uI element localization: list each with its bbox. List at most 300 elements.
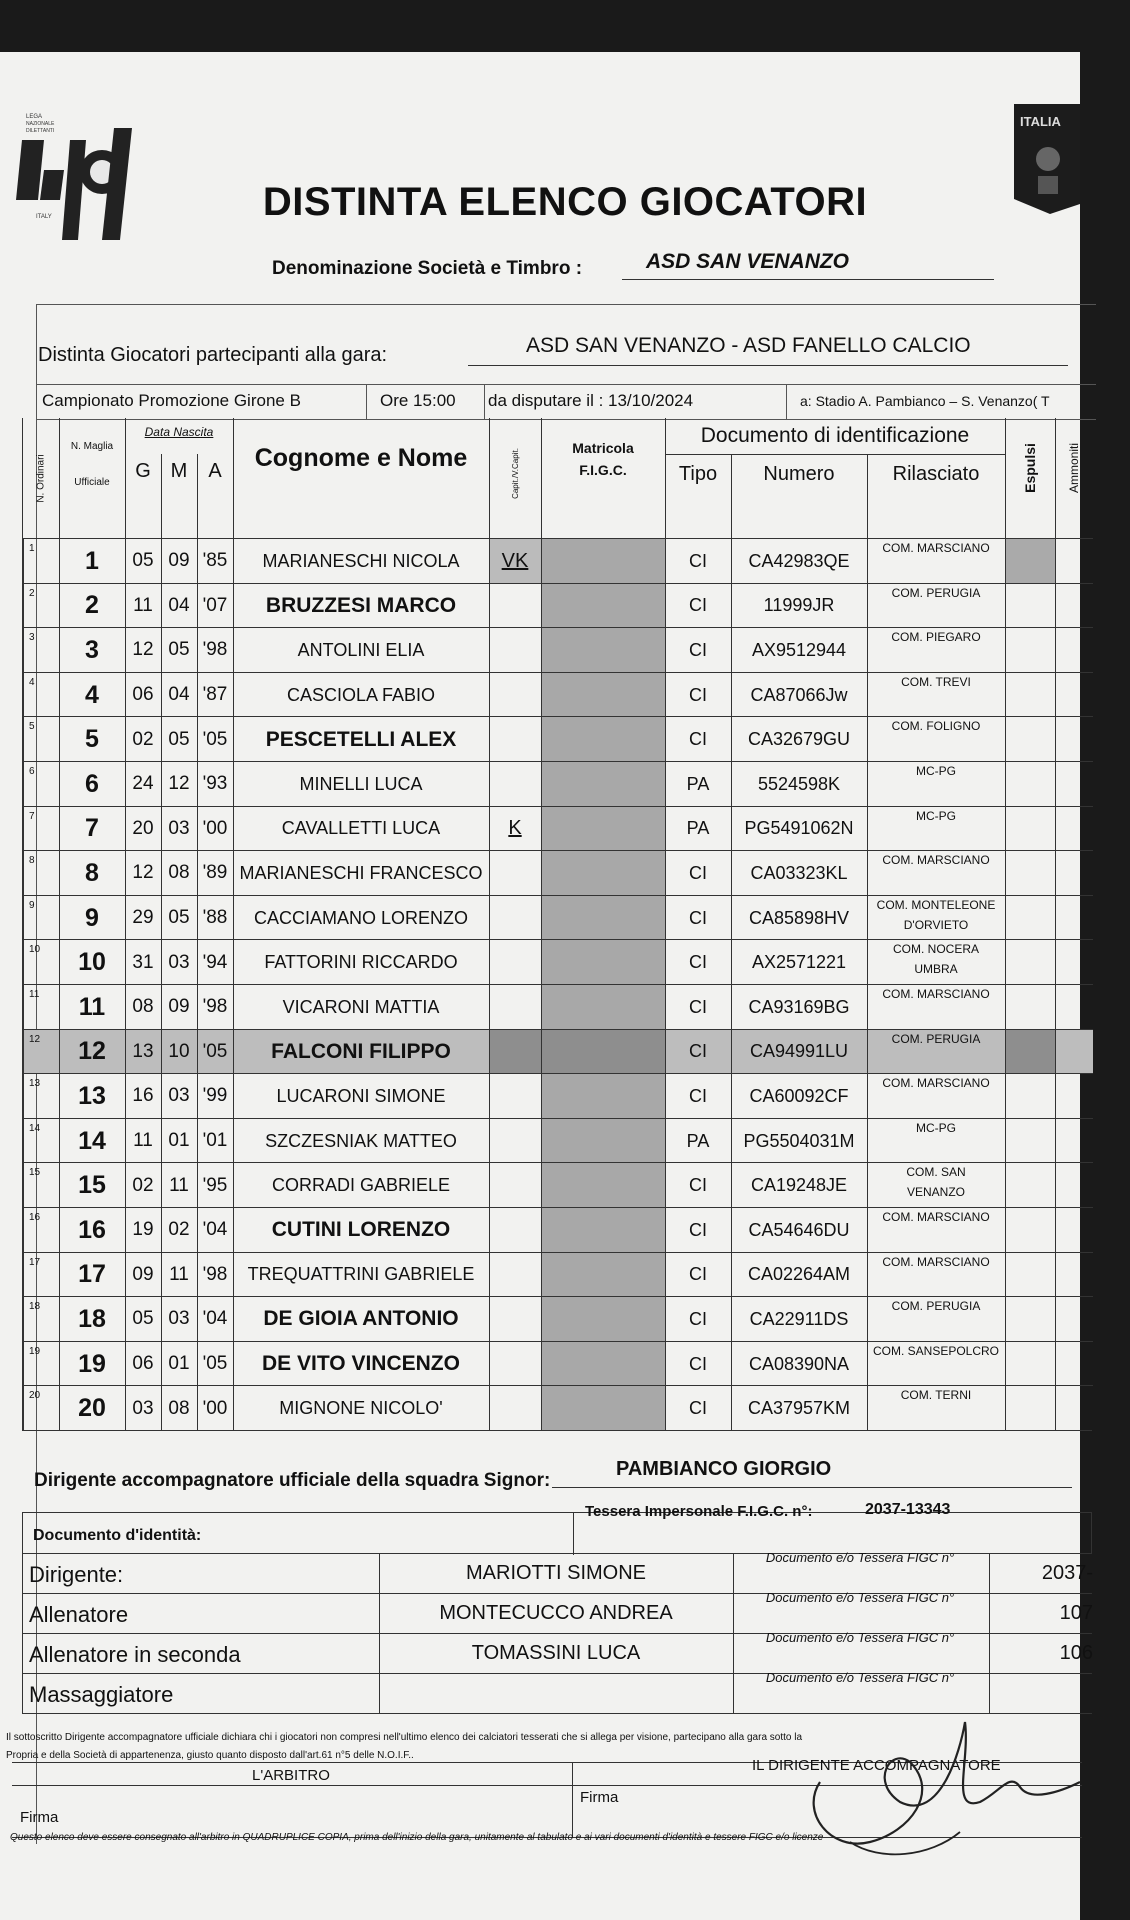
- rilasciato-line-1: COM. TERNI: [900, 1388, 972, 1403]
- cell-ord: 5: [29, 721, 35, 733]
- cell-num: 9: [85, 903, 99, 932]
- cell-m: 01: [168, 1130, 190, 1152]
- staff-role: Massaggiatore: [29, 1682, 174, 1707]
- rilasciato-line-1: COM. SANSEPOLCRO: [872, 1343, 1000, 1358]
- cell-tipo: PA: [686, 818, 710, 839]
- cell-tipo: CI: [689, 550, 707, 571]
- cell-g: 02: [132, 728, 154, 750]
- table-row: [22, 761, 1093, 807]
- cell-rilasciato: [867, 1030, 1005, 1075]
- rilasciato-line-1: COM. MARSCIANO: [882, 541, 990, 555]
- cell-g: 20: [132, 817, 154, 839]
- col-espulsi: Espulsi: [1021, 443, 1038, 493]
- staff-doc: 2037-: [1041, 1562, 1093, 1584]
- cell-g: 06: [132, 1353, 154, 1375]
- cell-num: 16: [78, 1215, 106, 1244]
- svg-text:DILETTANTI: DILETTANTI: [26, 128, 55, 134]
- cell-numero: CA94991LU: [749, 1041, 849, 1062]
- match-label: Distinta Giocatori partecipanti alla gara:: [38, 344, 388, 366]
- match-date: da disputare il : 13/10/2024: [488, 391, 694, 410]
- cell-a: '98: [202, 639, 228, 661]
- cell-a: '98: [202, 1263, 228, 1285]
- cell-name: CUTINI LORENZO: [271, 1218, 451, 1242]
- cell-g: 31: [132, 951, 154, 973]
- cell-a: '88: [202, 907, 228, 929]
- cell-rilasciato: [867, 1386, 1005, 1431]
- cell-capt: [489, 1253, 541, 1298]
- cell-rilasciato: [867, 851, 1005, 896]
- cell-rilasciato: [867, 985, 1005, 1030]
- table-row: [22, 895, 1093, 941]
- cell-rilasciato: [867, 628, 1005, 673]
- cell-numero: PG5504031M: [743, 1130, 855, 1151]
- col-numero: Numero: [763, 462, 835, 485]
- cell-a: '00: [202, 1397, 228, 1419]
- dirigente-label: Dirigente accompagnatore ufficiale della squadra Signor:: [34, 1470, 551, 1491]
- cell-m: 10: [168, 1040, 190, 1062]
- cell-a: '85: [202, 550, 228, 572]
- cell-m: 04: [168, 684, 190, 706]
- cell-capt: [489, 762, 541, 807]
- cell-a: '93: [202, 773, 228, 795]
- rilasciato-line-1: MC-PG: [916, 1120, 956, 1135]
- cell-tipo: CI: [689, 1041, 707, 1062]
- cell-tipo: CI: [689, 1175, 707, 1196]
- cell-name: DE GIOIA ANTONIO: [263, 1307, 459, 1331]
- cell-numero: CA42983QE: [748, 550, 850, 571]
- cell-numero: PG5491062N: [744, 818, 854, 839]
- table-row: [22, 583, 1093, 629]
- cell-name: VICARONI MATTIA: [282, 996, 440, 1017]
- staff-name: MARIOTTI SIMONE: [466, 1562, 646, 1584]
- rilasciato-line-1: COM. TREVI: [901, 674, 971, 689]
- cell-capt: [489, 584, 541, 629]
- rilasciato-line-1: COM. PERUGIA: [891, 1299, 981, 1314]
- cell-ord: 3: [29, 632, 35, 644]
- cell-tipo: CI: [689, 1353, 707, 1374]
- cell-m: 08: [168, 862, 190, 884]
- table-row: [22, 1385, 1093, 1431]
- cell-num: 5: [85, 725, 99, 754]
- cell-num: 3: [85, 635, 99, 664]
- cell-tipo: CI: [689, 639, 707, 660]
- cell-rilasciato: [867, 584, 1005, 629]
- cell-a: '95: [202, 1174, 228, 1196]
- arbitro-label: L'ARBITRO: [252, 1767, 330, 1784]
- match-value: ASD SAN VENANZO - ASD FANELLO CALCIO: [468, 334, 1068, 366]
- cell-name: FALCONI FILIPPO: [271, 1039, 451, 1063]
- cell-a: '99: [202, 1085, 228, 1107]
- cell-capt: [489, 985, 541, 1030]
- cell-num: 15: [78, 1171, 106, 1200]
- cell-numero: 11999JR: [763, 595, 835, 616]
- table-header: [22, 418, 1093, 538]
- cell-ord: 19: [29, 1345, 41, 1357]
- cell-numero: CA19248JE: [750, 1175, 848, 1196]
- cell-rilasciato: [867, 1253, 1005, 1298]
- cell-a: '94: [202, 951, 228, 973]
- cell-numero: CA22911DS: [749, 1308, 849, 1329]
- cell-tipo: CI: [689, 1398, 707, 1419]
- match-time: Ore 15:00: [380, 391, 456, 410]
- cell-num: 8: [85, 858, 99, 887]
- dirigente-value: PAMBIANCO GIORGIO: [552, 1458, 1072, 1488]
- cell-tipo: CI: [689, 952, 707, 973]
- staff-doc-label: Documento e/o Tessera FIGC n°: [765, 1590, 955, 1605]
- cell-name: CORRADI GABRIELE: [271, 1175, 451, 1196]
- cell-ord: 8: [29, 855, 35, 867]
- cell-name: FATTORINI RICCARDO: [264, 952, 458, 973]
- staff-row: [22, 1630, 1093, 1674]
- table-row: [22, 1296, 1093, 1342]
- delivery-note: Questo elenco deve essere consegnato all'arbitro in QUADRUPLICE COPIA, prima dell'inizio della gara, unitamente al tabulato e ai vari documenti d'identità e tessere FIGC e/o licenze: [10, 1832, 824, 1843]
- cell-name: MIGNONE NICOLO': [279, 1398, 443, 1419]
- cell-num: 7: [85, 814, 99, 843]
- staff-doc: 106: [1059, 1642, 1093, 1664]
- cell-ord: 11: [29, 989, 40, 1000]
- cell-num: 6: [85, 769, 99, 798]
- cell-tipo: PA: [686, 1130, 710, 1151]
- col-tipo: Tipo: [678, 462, 718, 485]
- cell-ord: 6: [29, 766, 35, 777]
- cell-a: '00: [202, 817, 228, 839]
- cell-capt: [489, 628, 541, 673]
- cell-ord: 1: [29, 543, 35, 554]
- rilasciato-line-2: UMBRA: [914, 962, 958, 977]
- cell-tipo: CI: [689, 996, 707, 1017]
- cell-ord: 13: [29, 1078, 41, 1090]
- col-a: A: [208, 459, 222, 482]
- rilasciato-line-1: COM. MARSCIANO: [882, 1210, 990, 1224]
- cell-a: '07: [202, 594, 228, 616]
- svg-text:NAZIONALE: NAZIONALE: [26, 121, 55, 127]
- rilasciato-line-1: COM. MARSCIANO: [882, 987, 990, 1001]
- cell-name: PESCETELLI ALEX: [265, 727, 457, 751]
- cell-capt: [489, 1208, 541, 1253]
- cell-g: 06: [132, 684, 154, 706]
- society-label: Denominazione Società e Timbro :: [272, 258, 583, 279]
- cell-name: SZCZESNIAK MATTEO: [265, 1130, 457, 1151]
- cell-rilasciato: [867, 1297, 1005, 1342]
- staff-doc: 107: [1059, 1602, 1093, 1624]
- staff-doc-label: Documento e/o Tessera FIGC n°: [765, 1550, 955, 1565]
- cell-a: '05: [202, 728, 228, 750]
- col-data-nascita: Data Nascita: [144, 425, 214, 439]
- page-title: DISTINTA ELENCO GIOCATORI: [262, 180, 868, 224]
- cell-m: 11: [169, 1174, 189, 1196]
- table-row: [22, 1252, 1093, 1298]
- rilasciato-line-1: COM. SAN: [906, 1165, 966, 1180]
- cell-num: 19: [78, 1349, 106, 1378]
- doc-label: Documento d'identità:: [33, 1527, 202, 1544]
- cell-rilasciato: [867, 1342, 1005, 1387]
- cell-capt: K: [508, 817, 522, 840]
- cell-capt: [489, 1074, 541, 1119]
- svg-text:LEGA: LEGA: [26, 114, 43, 120]
- table-row: [22, 850, 1093, 896]
- cell-g: 03: [132, 1397, 154, 1419]
- firma-arbitro: Firma: [20, 1809, 59, 1826]
- cell-tipo: CI: [689, 1264, 707, 1285]
- cell-numero: CA08390NA: [748, 1353, 850, 1374]
- staff-role: Dirigente:: [29, 1562, 124, 1587]
- cell-capt: [489, 851, 541, 896]
- col-ufficiale: Ufficiale: [74, 476, 110, 488]
- col-rilasciato: Rilasciato: [892, 462, 980, 485]
- cell-m: 03: [168, 817, 190, 839]
- cell-tipo: PA: [686, 773, 710, 794]
- cell-num: 10: [78, 948, 106, 977]
- doc-row: [22, 1501, 1092, 1554]
- cell-tipo: CI: [689, 862, 707, 883]
- tessera-value: 2037-13343: [865, 1501, 951, 1518]
- cell-name: MINELLI LUCA: [299, 773, 423, 794]
- table-row: [22, 1073, 1093, 1119]
- staff-role: Allenatore in seconda: [29, 1642, 241, 1667]
- cell-a: '04: [202, 1219, 228, 1241]
- society-value: ASD SAN VENANZO: [622, 250, 994, 280]
- rilasciato-line-1: COM. FOLIGNO: [891, 719, 981, 734]
- rilasciato-line-1: COM. PERUGIA: [891, 1031, 981, 1046]
- table-row: [22, 806, 1093, 852]
- cell-num: 11: [78, 992, 106, 1021]
- cell-num: 4: [85, 680, 99, 709]
- col-n-ordinari: N. Ordinari: [35, 453, 47, 503]
- match-info-row: [36, 384, 1096, 420]
- rilasciato-line-2: D'ORVIETO: [903, 917, 969, 932]
- rilasciato-line-1: COM. MARSCIANO: [882, 1254, 990, 1269]
- rilasciato-line-1: COM. PIEGARO: [891, 630, 981, 645]
- cell-ord: 18: [29, 1301, 41, 1313]
- cell-a: '89: [202, 862, 228, 884]
- cell-name: DE VITO VINCENZO: [262, 1352, 460, 1376]
- cell-capt: VK: [501, 549, 529, 572]
- handwritten-signature: [790, 1692, 1080, 1872]
- cell-ord: 14: [29, 1122, 41, 1134]
- cell-g: 05: [132, 1308, 154, 1330]
- staff-role: Allenatore: [29, 1602, 129, 1627]
- col-m: M: [170, 459, 188, 482]
- cell-num: 20: [78, 1394, 106, 1423]
- table-row: [22, 716, 1093, 762]
- col-figc: F.I.G.C.: [579, 462, 627, 478]
- cell-a: '01: [202, 1130, 228, 1152]
- cell-g: 29: [132, 907, 154, 929]
- cell-rilasciato: [867, 807, 1005, 852]
- cell-num: 18: [78, 1304, 106, 1333]
- cell-num: 14: [78, 1126, 106, 1155]
- cell-tipo: CI: [689, 1308, 707, 1329]
- declaration-line-1: Il sottoscritto Dirigente accompagnatore ufficiale dichiara chi i giocatori non compresi nell'ultimo elenco dei calciatori tesserati che si allega per visione, partecipano alla gara sotto la: [6, 1732, 803, 1743]
- cell-m: 12: [168, 773, 190, 795]
- cell-tipo: CI: [689, 1085, 707, 1106]
- col-cognome-nome: Cognome e Nome: [254, 443, 468, 472]
- cell-m: 02: [168, 1219, 190, 1241]
- cell-rilasciato: [867, 673, 1005, 718]
- cell-m: 05: [168, 639, 190, 661]
- cell-capt: [489, 1297, 541, 1342]
- cell-g: 11: [133, 594, 153, 616]
- cell-m: 03: [168, 1085, 190, 1107]
- cell-g: 09: [132, 1263, 154, 1285]
- cell-rilasciato: [867, 717, 1005, 762]
- cell-tipo: CI: [689, 684, 707, 705]
- cell-name: MARIANESCHI NICOLA: [262, 550, 460, 571]
- table-row: [22, 627, 1093, 673]
- cell-name: BRUZZESI MARCO: [265, 593, 457, 617]
- cell-ord: 7: [29, 810, 35, 822]
- cell-ord: 10: [29, 944, 41, 956]
- cell-g: 02: [132, 1174, 154, 1196]
- cell-capt: [489, 940, 541, 985]
- cell-capt: [489, 1119, 541, 1164]
- cell-m: 09: [168, 550, 190, 572]
- col-n-maglia: N. Maglia: [70, 440, 114, 452]
- table-row: [22, 939, 1093, 985]
- cell-a: '05: [202, 1353, 228, 1375]
- cell-a: '87: [202, 684, 228, 706]
- cell-ord: 2: [29, 587, 35, 599]
- cell-num: 2: [85, 591, 99, 620]
- cell-num: 12: [78, 1037, 106, 1066]
- cell-numero: CA02264AM: [747, 1264, 851, 1285]
- cell-g: 16: [132, 1085, 154, 1107]
- cell-numero: CA54646DU: [748, 1219, 850, 1240]
- cell-rilasciato: [867, 940, 1005, 985]
- svg-text:ITALIA: ITALIA: [1020, 114, 1061, 129]
- col-g: G: [135, 459, 151, 482]
- cell-name: ANTOLINI ELIA: [297, 639, 425, 660]
- declaration-line-2: Propria e della Società di appartenenza, giusto quanto disposto dall'art.61 n°5 delle N.O.I.F..: [6, 1750, 414, 1761]
- rilasciato-line-1: MC-PG: [916, 764, 956, 778]
- table-row: [22, 1162, 1093, 1208]
- cell-g: 11: [133, 1130, 153, 1152]
- cell-a: '05: [202, 1040, 228, 1062]
- cell-numero: AX2571221: [751, 952, 847, 973]
- cell-ord: 16: [29, 1212, 41, 1223]
- cell-m: 09: [168, 996, 190, 1018]
- cell-rilasciato: [867, 1074, 1005, 1119]
- cell-rilasciato: [867, 762, 1005, 807]
- cell-g: 24: [132, 773, 154, 795]
- table-row: [22, 1341, 1093, 1387]
- cell-numero: CA37957KM: [747, 1398, 851, 1419]
- cell-capt: [489, 1386, 541, 1431]
- cell-ord: 4: [29, 676, 35, 688]
- cell-numero: CA60092CF: [749, 1085, 849, 1106]
- cell-numero: CA87066Jw: [750, 684, 848, 705]
- tessera-label: Tessera Impersonale F.I.G.C. n°:: [585, 1503, 813, 1520]
- cell-g: 08: [132, 996, 154, 1018]
- cell-numero: CA93169BG: [748, 996, 850, 1017]
- col-matricola: Matricola: [572, 440, 634, 456]
- cell-m: 03: [168, 951, 190, 973]
- cell-name: CAVALLETTI LUCA: [281, 818, 441, 839]
- rilasciato-line-1: MC-PG: [916, 808, 956, 823]
- table-row: [22, 1029, 1093, 1075]
- staff-doc-label: Documento e/o Tessera FIGC n°: [765, 1670, 955, 1685]
- match-venue: a: Stadio A. Pambianco – S. Venanzo( T: [800, 393, 1050, 409]
- rilasciato-line-1: COM. MARSCIANO: [882, 1076, 990, 1091]
- cell-a: '04: [202, 1308, 228, 1330]
- cell-name: MARIANESCHI FRANCESCO: [239, 862, 483, 883]
- firma-dirigente: Firma: [580, 1789, 619, 1806]
- cell-ord: 12: [29, 1033, 41, 1045]
- cell-ord: 20: [29, 1390, 41, 1402]
- cell-capt: [489, 1163, 541, 1208]
- col-ammoniti: Ammoniti: [1067, 442, 1082, 494]
- cell-ord: 15: [29, 1167, 41, 1179]
- cell-m: 01: [168, 1353, 190, 1375]
- cell-tipo: CI: [689, 595, 707, 616]
- table-row: [22, 984, 1093, 1030]
- cell-capt: [489, 896, 541, 941]
- cell-rilasciato: [867, 1208, 1005, 1253]
- championship: Campionato Promozione Girone B: [42, 391, 301, 410]
- table-row: [22, 1207, 1093, 1253]
- staff-row: [22, 1550, 1093, 1594]
- staff-doc-label: Documento e/o Tessera FIGC n°: [765, 1630, 955, 1645]
- cell-g: 12: [132, 639, 154, 661]
- rilasciato-line-1: COM. PERUGIA: [891, 585, 981, 600]
- document-sheet: [0, 52, 1093, 1920]
- cell-tipo: CI: [689, 1219, 707, 1240]
- col-documento: Documento di identificazione: [700, 424, 970, 447]
- cell-name: LUCARONI SIMONE: [276, 1085, 446, 1106]
- svg-text:ITALY: ITALY: [36, 214, 52, 220]
- cell-m: 05: [168, 728, 190, 750]
- col-capitano: Capit./V.Capit.: [510, 447, 520, 499]
- cell-numero: CA03323KL: [750, 862, 848, 883]
- cell-numero: 5524598K: [757, 773, 841, 794]
- cell-tipo: CI: [689, 729, 707, 750]
- cell-capt: [489, 717, 541, 762]
- table-row: [22, 1118, 1093, 1164]
- dirigente-acc-label: IL DIRIGENTE ACCOMPAGNATORE: [752, 1757, 1001, 1774]
- cell-name: CASCIOLA FABIO: [286, 684, 436, 705]
- cell-name: CACCIAMANO LORENZO: [253, 907, 469, 928]
- cell-numero: CA85898HV: [748, 907, 850, 928]
- cell-capt: [489, 673, 541, 718]
- cell-g: 19: [132, 1219, 154, 1241]
- staff-name: MONTECUCCO ANDREA: [439, 1602, 673, 1624]
- cell-num: 13: [78, 1081, 106, 1110]
- cell-ord: 9: [29, 899, 35, 911]
- cell-m: 05: [168, 907, 190, 929]
- rilasciato-line-2: VENANZO: [906, 1185, 965, 1200]
- cell-m: 08: [168, 1397, 190, 1419]
- cell-numero: CA32679GU: [747, 729, 851, 750]
- cell-rilasciato: [867, 1163, 1005, 1208]
- cell-capt: [489, 1342, 541, 1387]
- cell-m: 03: [168, 1308, 190, 1330]
- cell-g: 12: [132, 862, 154, 884]
- cell-ord: 17: [29, 1256, 41, 1268]
- staff-name: TOMASSINI LUCA: [471, 1642, 641, 1664]
- cell-rilasciato: [867, 1119, 1005, 1164]
- rilasciato-line-1: COM. NOCERA: [892, 942, 979, 957]
- cell-m: 04: [168, 594, 190, 616]
- table-row: [22, 538, 1093, 584]
- rilasciato-line-1: COM. MONTELEONE: [876, 897, 996, 912]
- cell-a: '98: [202, 996, 228, 1018]
- cell-g: 05: [132, 550, 154, 572]
- cell-tipo: CI: [689, 907, 707, 928]
- cell-num: 1: [85, 546, 99, 575]
- staff-row: [22, 1590, 1093, 1634]
- cell-g: 13: [132, 1040, 154, 1062]
- cell-capt: [489, 1030, 541, 1075]
